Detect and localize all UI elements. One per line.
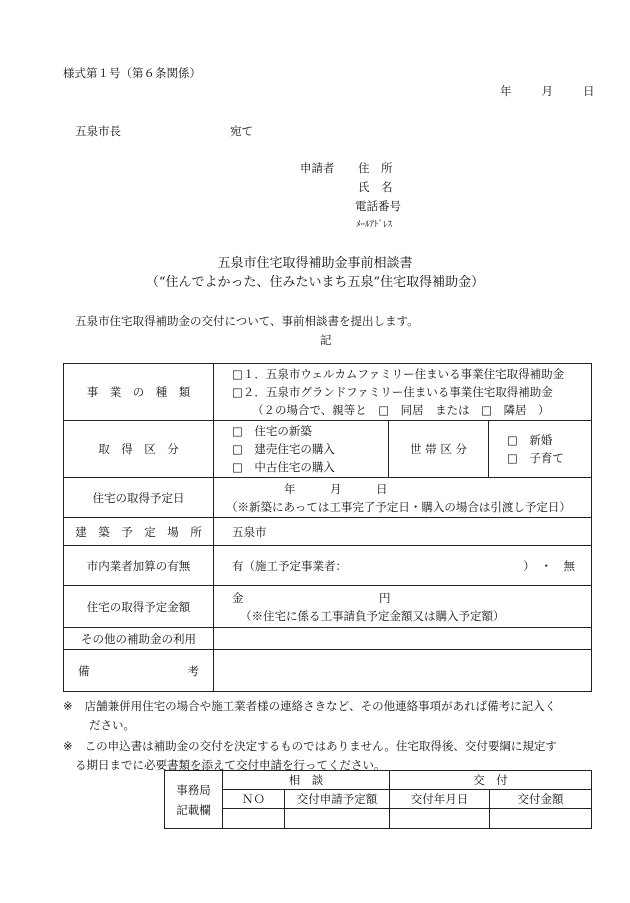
planned-date-label: 住宅の取得予定日 — [64, 478, 214, 518]
site-label: 建 築 予 定 場 所 — [64, 518, 214, 546]
household-label: 世 帯 区 分 — [389, 421, 489, 478]
office-label — [165, 771, 223, 829]
project-type-option-3[interactable]: （２の場合で、親等と □ 同居 または □ 隣居 ） — [252, 403, 550, 417]
page-title: 五泉市住宅取得補助金事前相談書 — [217, 256, 413, 271]
intro-text: 五泉市住宅取得補助金の交付について、事前相談書を提出します。 — [75, 314, 419, 328]
office-cell-no[interactable] — [223, 809, 285, 829]
amount-field[interactable] — [214, 586, 592, 628]
addressee-name: 五泉市長 — [75, 124, 121, 138]
office-label-b: 記載欄 — [176, 802, 211, 817]
row-amount — [64, 586, 592, 628]
other-subsidy-label: その他の補助金の利用 — [64, 628, 214, 650]
acquisition-label: 取 得 区 分 — [64, 421, 214, 478]
remarks-label-a: 備 — [78, 663, 90, 678]
amount-unit: 円 — [379, 590, 391, 605]
planned-date-value: 年 月 日 — [284, 481, 388, 496]
ki-mark: 記 — [320, 333, 332, 347]
office-cell-amount[interactable] — [490, 809, 592, 829]
note-2-mark: ※ — [63, 739, 73, 753]
note-1-mark: ※ — [63, 699, 73, 713]
note-1-text-a: 店舗兼併用住宅の場合や施工業者様の連絡さきなど、その他連絡事項があれば備考に記入く — [84, 699, 557, 713]
office-grant-header: 交 付 — [390, 771, 592, 790]
amount-note: （※住宅に係る工事請負予定金額又は購入予定額） — [240, 608, 505, 623]
applicant-label: 申請者 — [300, 161, 335, 175]
other-subsidy-field[interactable] — [214, 628, 592, 650]
local-contractor-label: 市内業者加算の有無 — [64, 546, 214, 586]
project-type-options — [214, 364, 592, 421]
note-2-text-b: る期日までに必要書類を添えて交付申請を行ってください。 — [75, 758, 386, 772]
office-consult-header: 相 談 — [223, 771, 390, 790]
acquisition-option-new[interactable]: □ 住宅の新築 — [232, 424, 312, 438]
acquisition-option-built[interactable]: □ 建売住宅の購入 — [232, 442, 335, 456]
note-2-text-a: この申込書は補助金の交付を決定するものではありません。住宅取得後、交付要綱に規定す — [84, 739, 557, 753]
note-1 — [63, 697, 556, 735]
planned-date-note: （※新築にあっては工事完了予定日・購入の場合は引渡し予定日） — [226, 499, 571, 514]
site-value: 五泉市 — [232, 524, 267, 539]
office-col-date: 交付年月日 — [390, 790, 490, 809]
office-cell-date[interactable] — [390, 809, 490, 829]
remarks-label-b: 考 — [187, 663, 199, 678]
date-year: 年 — [500, 84, 512, 98]
acquisition-option-used[interactable]: □ 中古住宅の購入 — [232, 460, 335, 474]
planned-date-field[interactable] — [214, 478, 592, 518]
office-cell-request[interactable] — [285, 809, 390, 829]
date-line — [500, 83, 595, 99]
office-col-request: 交付申請予定額 — [285, 790, 390, 809]
date-month: 月 — [541, 84, 553, 98]
household-options — [489, 421, 592, 478]
row-site — [64, 518, 592, 546]
site-field[interactable] — [214, 518, 592, 546]
office-table — [164, 770, 592, 829]
row-project-type — [64, 364, 592, 421]
office-col-amount: 交付金額 — [490, 790, 592, 809]
household-option-childcare[interactable]: □ 子育て — [507, 451, 564, 465]
household-option-newlywed[interactable]: □ 新婚 — [507, 433, 553, 447]
row-acquisition — [64, 421, 592, 478]
note-1-text-b: ださい。 — [89, 718, 135, 732]
row-other-subsidy — [64, 628, 592, 650]
applicant-email: ﾒｰﾙｱﾄﾞﾚｽ — [356, 220, 393, 230]
form-number: 様式第１号（第６条関係） — [63, 66, 201, 80]
project-type-option-1[interactable]: □１．五泉市ウェルカムファミリー住まいる事業住宅取得補助金 — [232, 367, 565, 381]
applicant-address: 住 所 — [358, 161, 393, 175]
office-col-no: ＮＯ — [223, 790, 285, 809]
row-planned-date — [64, 478, 592, 518]
addressee-suffix: 宛て — [230, 124, 253, 138]
amount-label: 住宅の取得予定金額 — [64, 586, 214, 628]
office-label-a: 事務局 — [176, 782, 211, 797]
applicant-phone: 電話番号 — [355, 199, 401, 213]
date-day: 日 — [583, 84, 595, 98]
local-contractor-field[interactable] — [214, 546, 592, 586]
project-type-option-2[interactable]: □２．五泉市グランドファミリー住まいる事業住宅取得補助金 — [232, 385, 553, 399]
local-contractor-value: 有（施工予定事業者： — [232, 558, 347, 573]
row-local-contractor — [64, 546, 592, 586]
remarks-label — [64, 650, 214, 692]
applicant-name: 氏 名 — [358, 180, 393, 194]
project-type-label: 事 業 の 種 類 — [64, 364, 214, 421]
acquisition-options — [214, 421, 389, 478]
page-subtitle: （“住んでよかった、住みたいまち五泉”住宅取得補助金） — [145, 275, 485, 290]
amount-prefix: 金 — [232, 590, 244, 605]
remarks-field[interactable] — [214, 650, 592, 692]
row-remarks — [64, 650, 592, 692]
local-contractor-close: ） ・ 無 — [523, 558, 575, 573]
application-table — [63, 363, 592, 692]
